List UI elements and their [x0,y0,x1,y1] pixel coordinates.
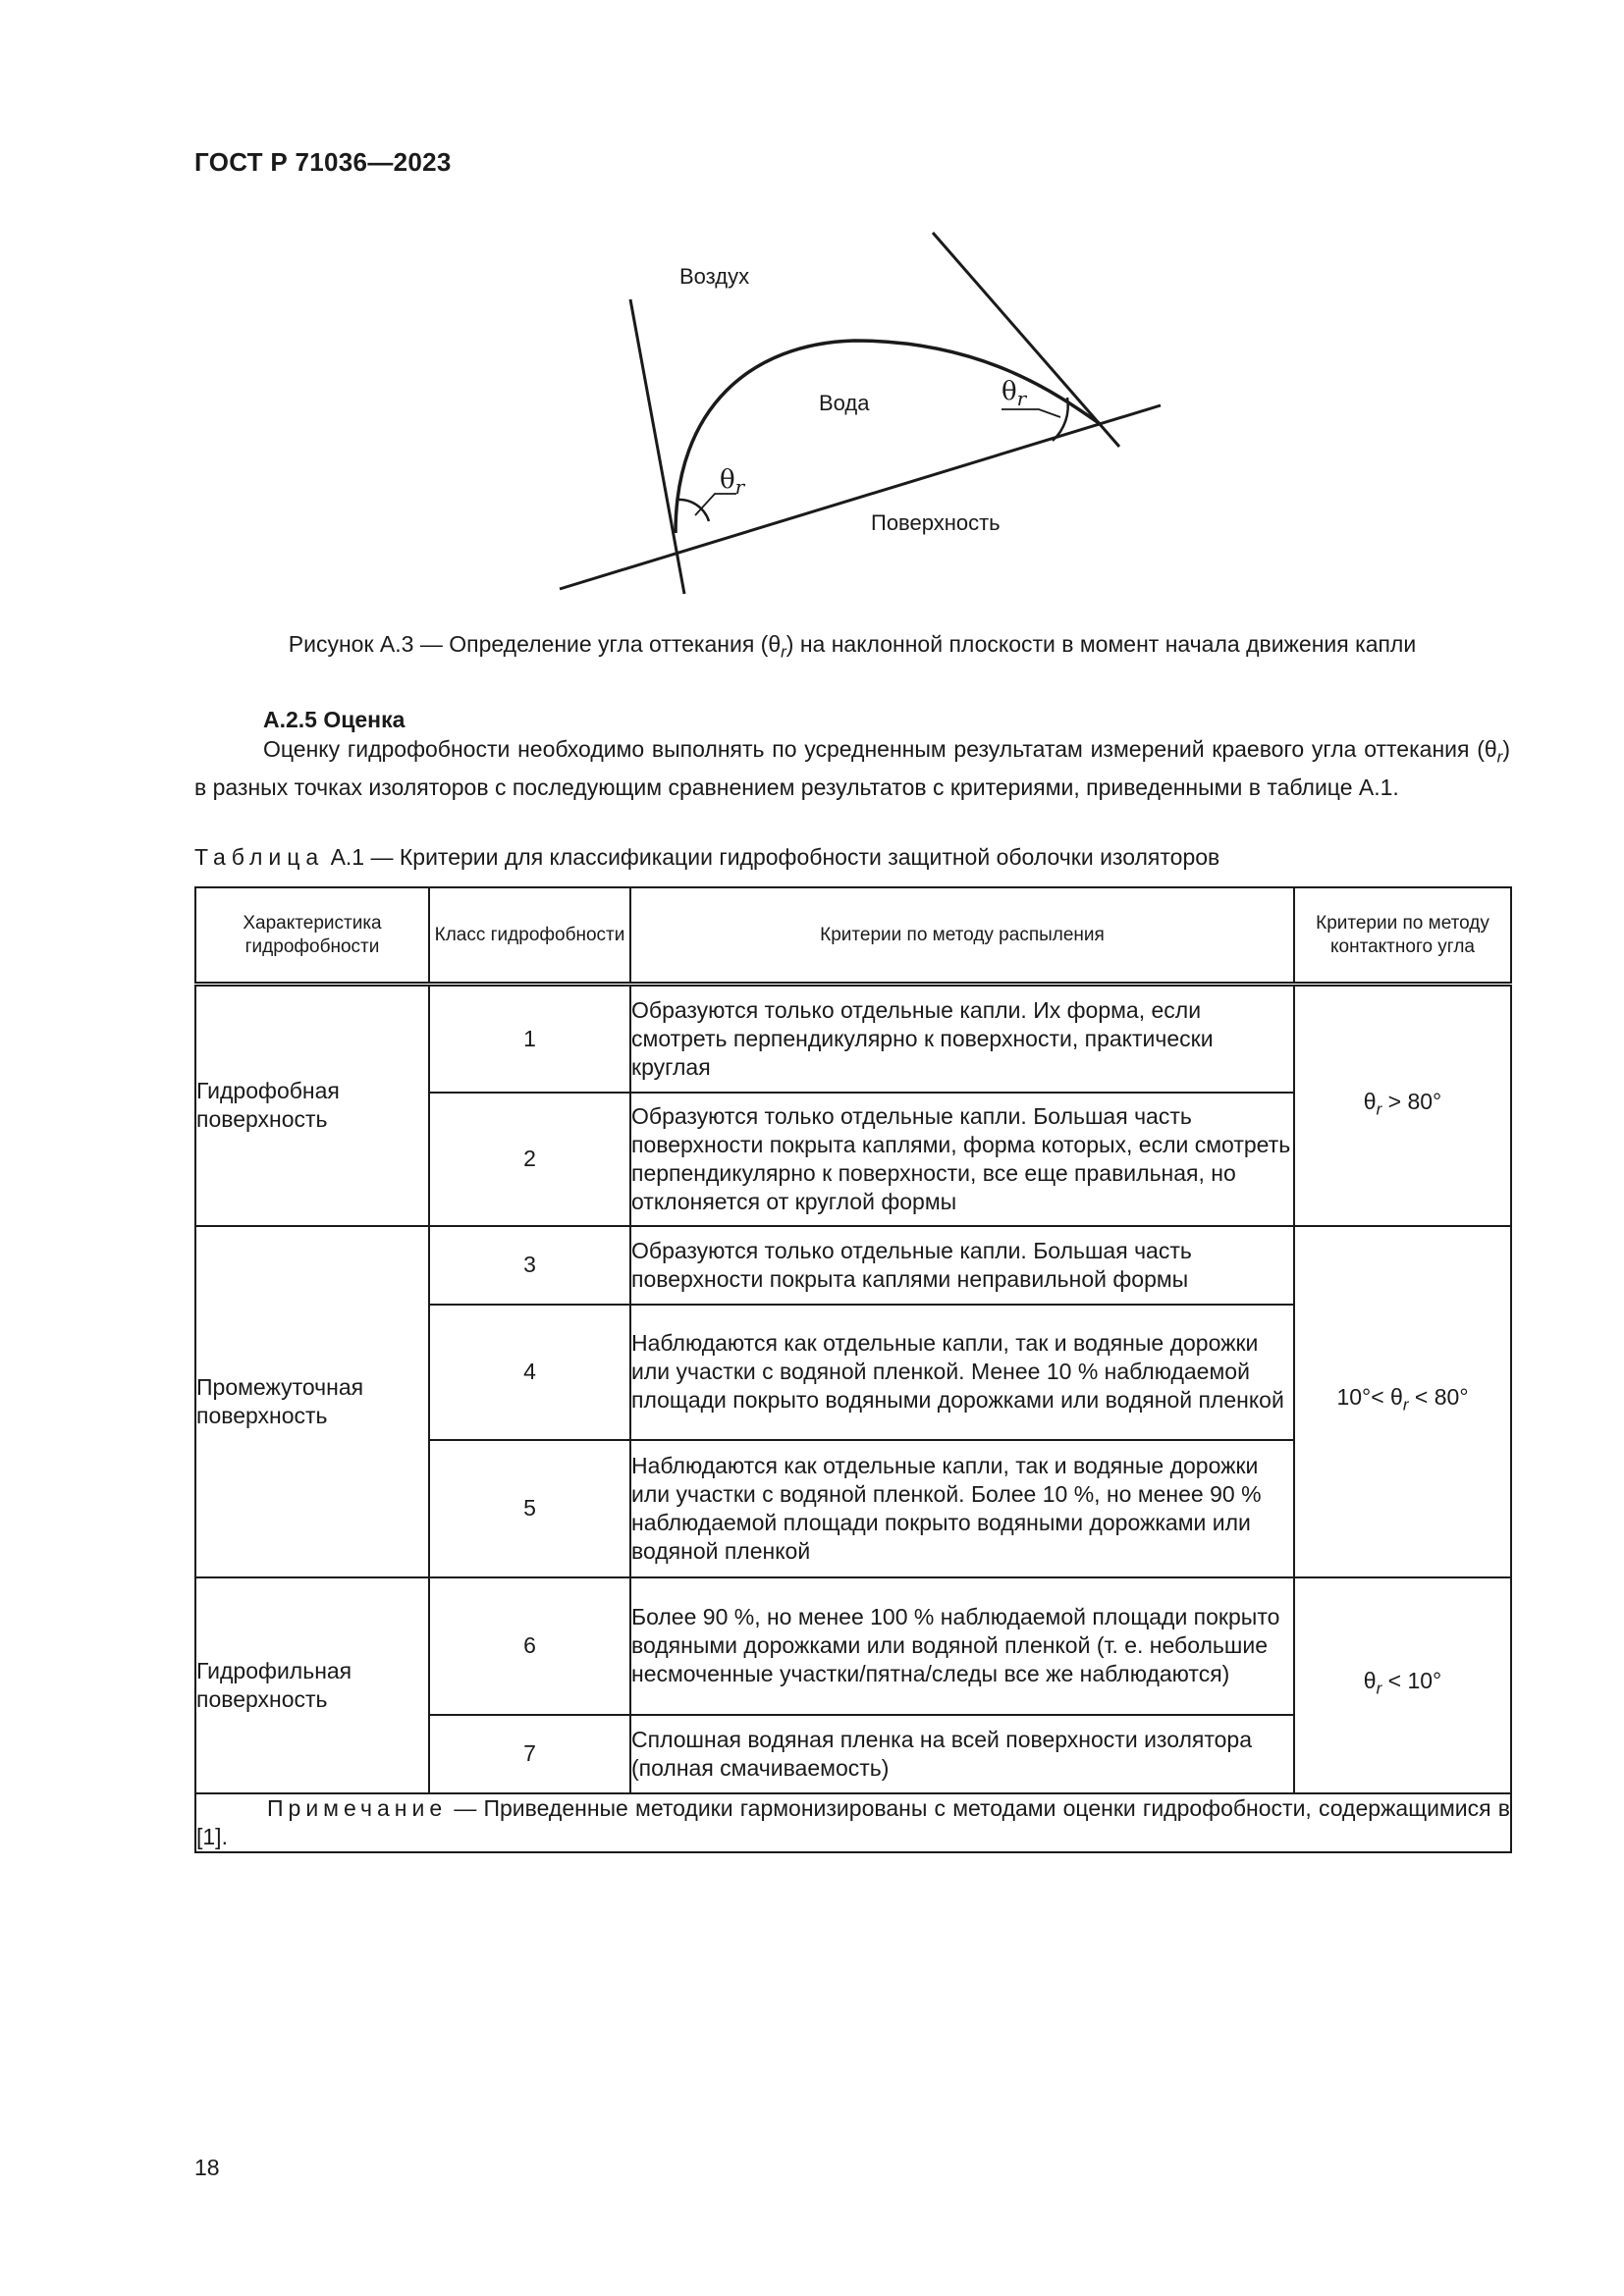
group-hydrophobic: Гидрофобная поверхность [195,985,429,1226]
caption-suffix: ) на наклонной плоскости в момент начала движения капли [785,631,1417,657]
criterion-suffix: < 10° [1381,1668,1442,1694]
inclined-surface-line [560,405,1161,589]
criterion-sub: r [1402,1395,1409,1415]
paragraph-part-2: ) в разных точках изоляторов с последующим сравнением результатов с критериями, приведенными в таблице А.1. [194,736,1510,800]
criterion-prefix: 10°< θ [1336,1384,1403,1411]
table-title-text: А.1 — Критерии для классификации гидрофобности защитной оболочки изоляторов [324,844,1220,870]
left-theta-symbol: θ [720,465,735,495]
note-label: Примечание [267,1794,448,1821]
table-note [195,1793,1511,1852]
section-paragraph [194,734,1510,803]
page-number: 18 [194,2155,220,2180]
contact-criterion-intermediate [1294,1226,1511,1577]
group-hydrophilic: Гидрофильная поверхность [195,1577,429,1793]
drop-diagram [530,221,1178,604]
table-row [195,1226,1511,1305]
left-angle-leader [695,494,736,515]
document-header: ГОСТ Р 71036—2023 [194,147,452,177]
criterion-sub: r [1376,1099,1382,1119]
criteria-cell: Образуются только отдельные капли. Их форма, если смотреть перпендикулярно к поверхности, практически круглая [630,985,1294,1093]
contact-criterion-hydrophobic [1294,985,1511,1226]
table-row [195,1577,1511,1715]
group-intermediate: Промежуточная поверхность [195,1226,429,1577]
criterion-sub: r [1376,1679,1382,1698]
criteria-cell: Сплошная водяная пленка на всей поверхности изолятора (полная смачиваемость) [630,1715,1294,1793]
class-cell: 6 [429,1577,630,1715]
water-drop-profile [676,341,1102,533]
criteria-table [194,886,1512,1853]
air-label: Воздух [679,264,750,289]
class-cell: 7 [429,1715,630,1793]
criterion-prefix: θ [1363,1668,1377,1694]
class-cell: 3 [429,1226,630,1305]
class-cell: 4 [429,1305,630,1440]
contact-angle-figure [530,221,1178,604]
left-angle-arc [677,500,709,521]
paragraph-part-1: Оценку гидрофобности необходимо выполнять по усредненным результатам измерений краевого угла оттекания (θ [263,736,1497,762]
criteria-cell: Более 90 %, но менее 100 % наблюдаемой площади покрыто водяными дорожками или водяной пленкой (т. е. небольшие несмоченные участки/пятна/следы все же наблюдаются) [630,1577,1294,1715]
caption-sub: r [781,642,786,662]
left-theta-label [720,465,746,499]
table-note-row [195,1793,1511,1852]
left-theta-sub: r [734,475,745,499]
right-theta-symbol: θ [1001,377,1017,406]
criteria-cell: Образуются только отдельные капли. Большая часть поверхности покрыта каплями, форма которых, если смотреть перпендикулярно к поверхности, все еще правильная, но отклоняется от круглой формы [630,1093,1294,1226]
table-title [194,844,1219,871]
table-header-row [195,887,1511,985]
caption-prefix: Рисунок А.3 — Определение угла оттекания (θ [288,631,782,657]
table-label: Таблица [194,844,325,870]
water-label: Вода [819,391,870,415]
header-spray-criteria: Критерии по методу распыления [630,887,1294,985]
table-row [195,985,1511,1093]
class-cell: 2 [429,1093,630,1226]
class-cell: 1 [429,985,630,1093]
header-contact-criteria: Критерии по методу контактного угла [1294,887,1511,985]
class-cell: 5 [429,1440,630,1577]
paragraph-sub: r [1496,747,1503,767]
criteria-cell: Наблюдаются как отдельные капли, так и водяные дорожки или участки с водяной пленкой. Менее 10 % наблюдаемой площади покрыто водяными дорожками или водяной пленкой [630,1305,1294,1440]
header-class: Класс гидрофобности [429,887,630,985]
right-theta-sub: r [1016,387,1027,410]
right-angle-leader [1001,409,1060,417]
section-title: А.2.5 Оценка [263,707,406,732]
figure-caption [194,631,1510,663]
criteria-cell: Наблюдаются как отдельные капли, так и водяные дорожки или участки с водяной пленкой. Более 10 %, но менее 90 % наблюдаемой площади покрыто водяными дорожками или водяной пленкой [630,1440,1294,1577]
note-text: — Приведенные методики гармонизированы с методами оценки гидрофобности, содержащимися в [1]. [196,1794,1510,1849]
criterion-suffix: > 80° [1381,1088,1442,1114]
contact-criterion-hydrophilic [1294,1577,1511,1793]
criterion-prefix: θ [1363,1088,1377,1114]
left-tangent-line [630,299,684,594]
criteria-cell: Образуются только отдельные капли. Большая часть поверхности покрыта каплями неправильной формы [630,1226,1294,1305]
criterion-suffix: < 80° [1408,1384,1469,1411]
surface-label: Поверхность [871,510,1001,535]
header-characteristic: Характеристика гидрофобности [195,887,429,985]
right-tangent-line [933,233,1119,447]
right-theta-label [1001,377,1028,410]
